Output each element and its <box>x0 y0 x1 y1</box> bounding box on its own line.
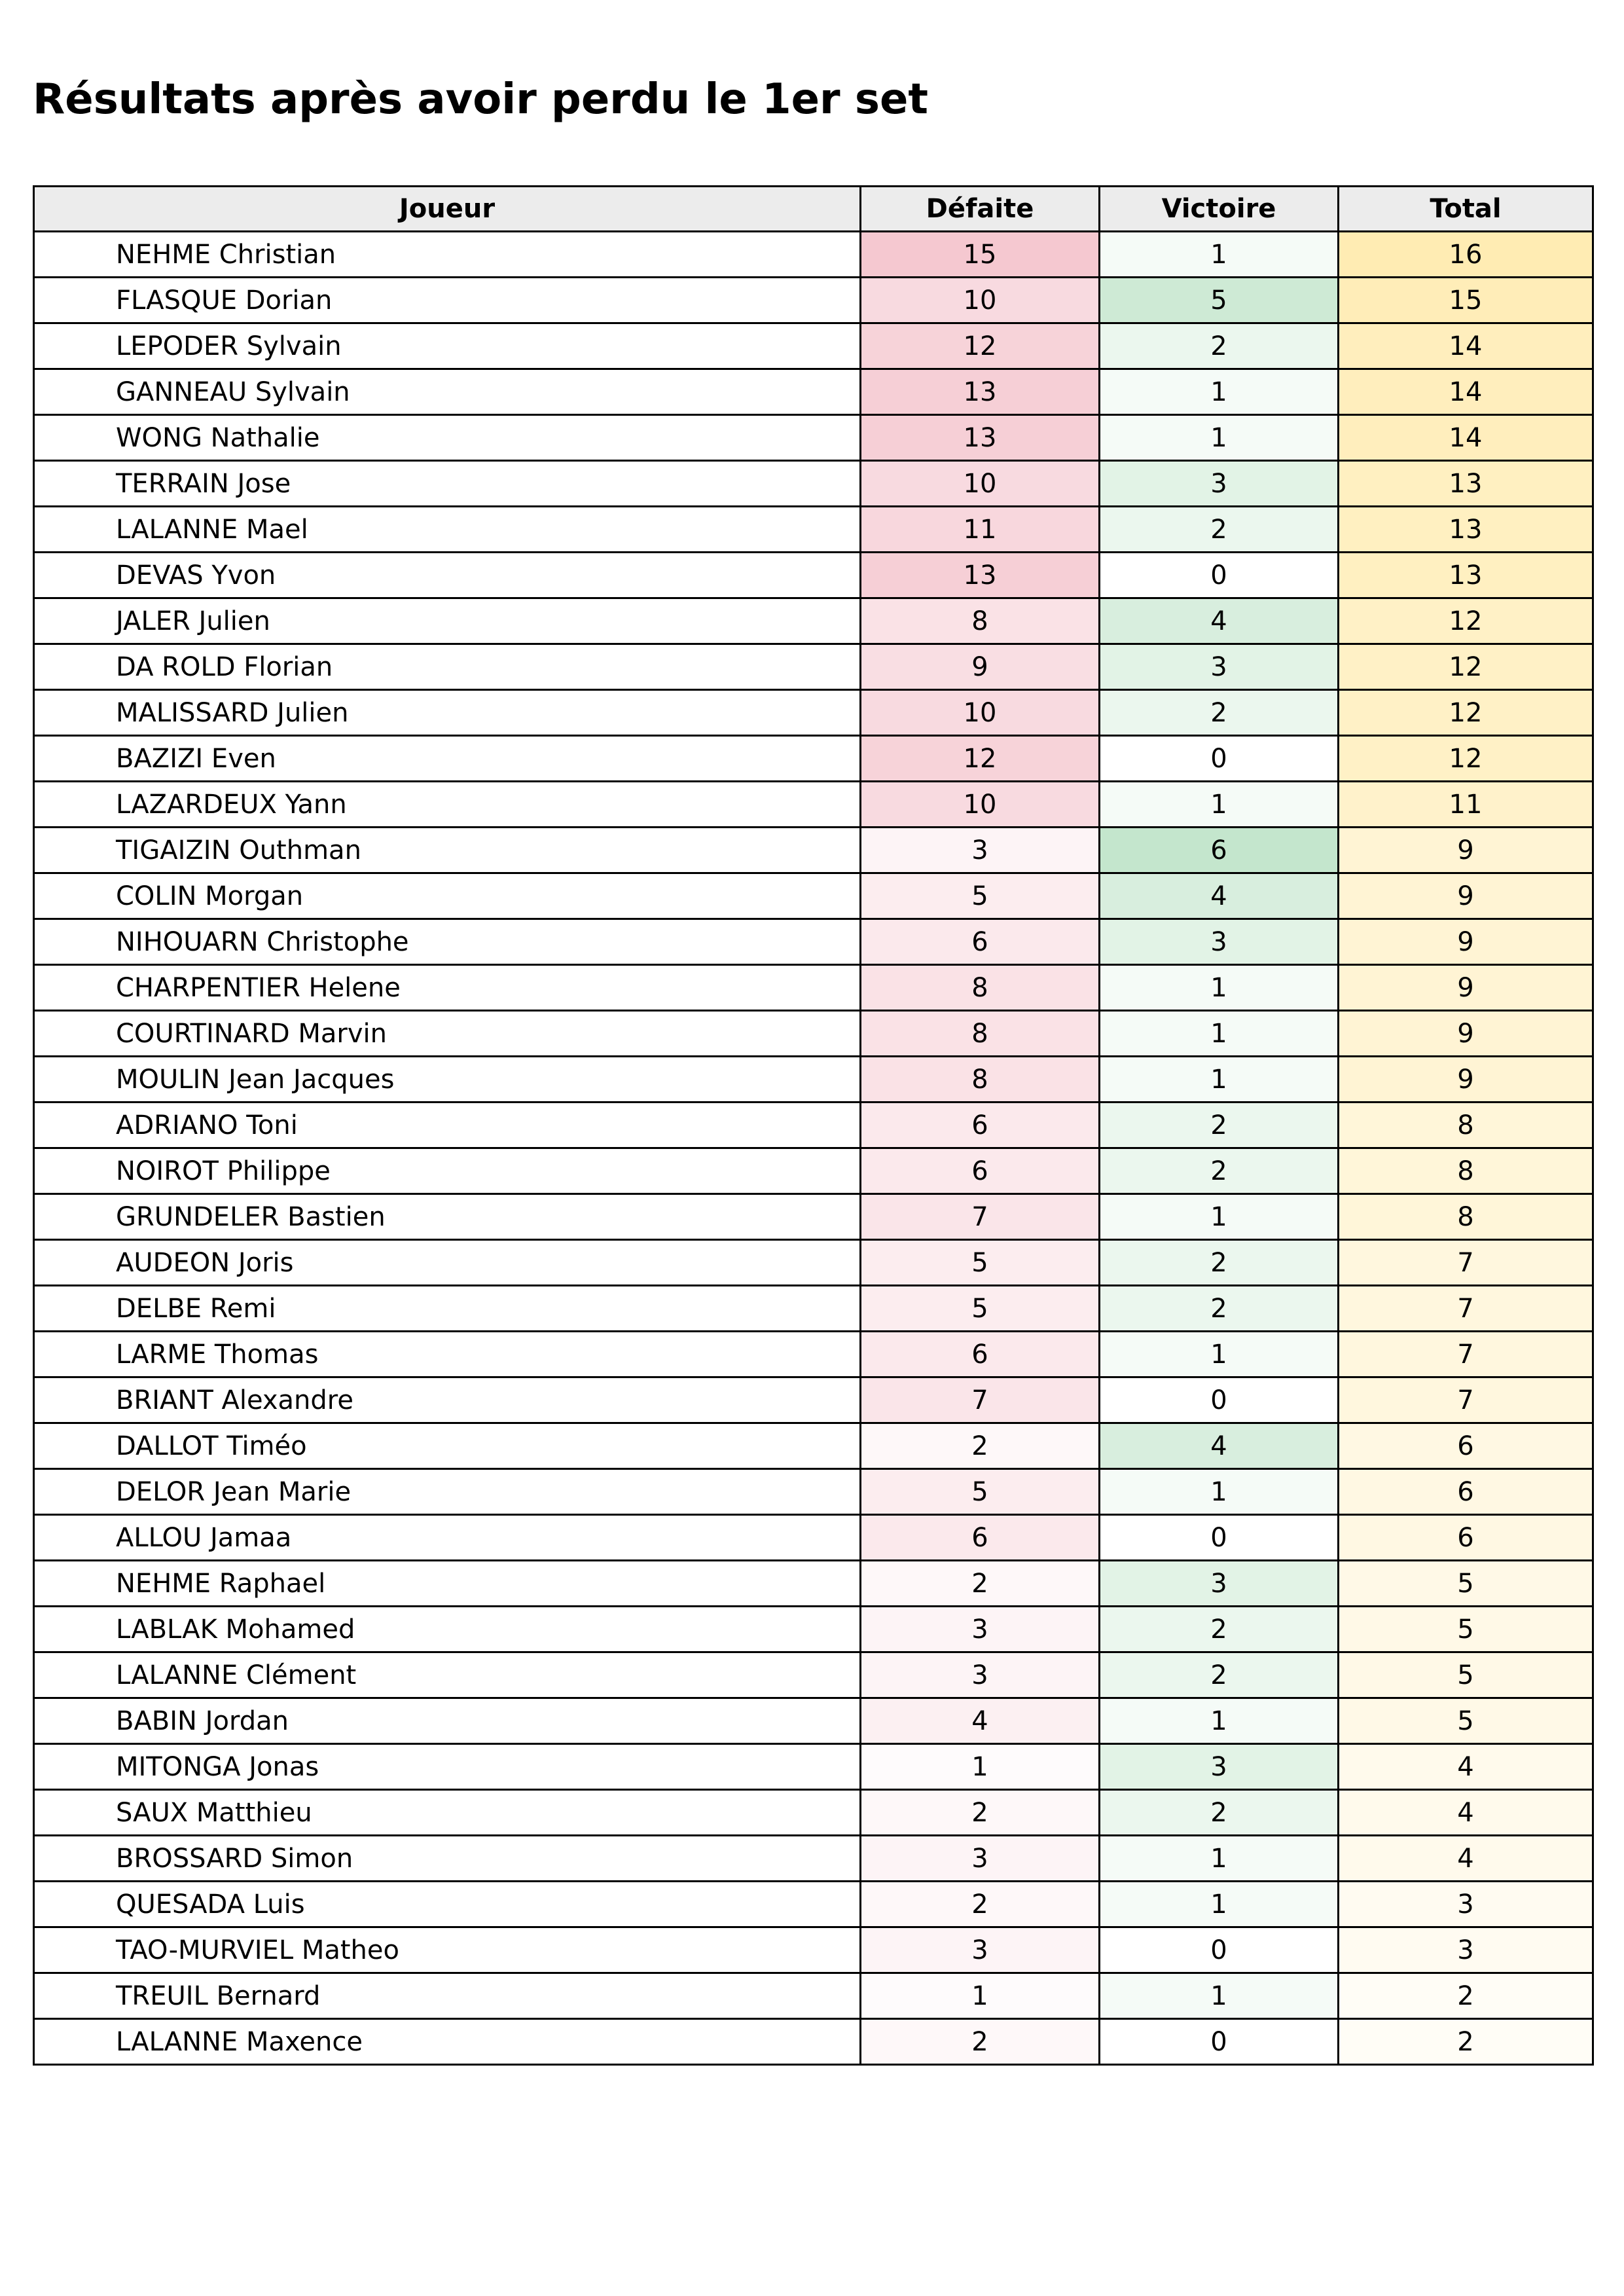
cell-player: QUESADA Luis <box>34 1882 861 1927</box>
table-row <box>34 369 1593 415</box>
cell-total: 9 <box>1339 828 1593 873</box>
cell-player: LAZARDEUX Yann <box>34 782 861 828</box>
table-row <box>34 919 1593 965</box>
table-row <box>34 415 1593 461</box>
cell-player: GRUNDELER Bastien <box>34 1194 861 1240</box>
cell-victory: 1 <box>1100 415 1339 461</box>
table-row <box>34 828 1593 873</box>
table-row <box>34 507 1593 553</box>
cell-victory: 0 <box>1100 553 1339 598</box>
table-row <box>34 1744 1593 1790</box>
cell-player: LABLAK Mohamed <box>34 1607 861 1652</box>
table-row <box>34 1148 1593 1194</box>
cell-player: LALANNE Clément <box>34 1652 861 1698</box>
cell-defeat: 6 <box>861 1102 1100 1148</box>
cell-player: MALISSARD Julien <box>34 690 861 736</box>
cell-victory: 0 <box>1100 736 1339 782</box>
cell-total: 11 <box>1339 782 1593 828</box>
cell-defeat: 8 <box>861 1057 1100 1102</box>
column-header-victory: Victoire <box>1100 187 1339 232</box>
cell-defeat: 5 <box>861 873 1100 919</box>
cell-victory: 4 <box>1100 598 1339 644</box>
cell-player: COLIN Morgan <box>34 873 861 919</box>
cell-total: 4 <box>1339 1744 1593 1790</box>
table-row <box>34 1698 1593 1744</box>
table-row <box>34 873 1593 919</box>
cell-player: JALER Julien <box>34 598 861 644</box>
table-row <box>34 1652 1593 1698</box>
cell-total: 12 <box>1339 644 1593 690</box>
cell-player: TAO-MURVIEL Matheo <box>34 1927 861 1973</box>
cell-defeat: 13 <box>861 369 1100 415</box>
cell-player: AUDEON Joris <box>34 1240 861 1286</box>
results-table <box>33 185 1594 2066</box>
cell-victory: 0 <box>1100 1515 1339 1561</box>
cell-victory: 3 <box>1100 1561 1339 1607</box>
cell-victory: 2 <box>1100 1240 1339 1286</box>
cell-total: 12 <box>1339 598 1593 644</box>
cell-defeat: 2 <box>861 2019 1100 2065</box>
cell-total: 12 <box>1339 690 1593 736</box>
cell-player: LALANNE Maxence <box>34 2019 861 2065</box>
cell-player: LEPODER Sylvain <box>34 323 861 369</box>
cell-total: 6 <box>1339 1423 1593 1469</box>
cell-player: TREUIL Bernard <box>34 1973 861 2019</box>
cell-player: MITONGA Jonas <box>34 1744 861 1790</box>
cell-victory: 2 <box>1100 1652 1339 1698</box>
cell-defeat: 6 <box>861 1332 1100 1377</box>
table-row <box>34 553 1593 598</box>
cell-victory: 2 <box>1100 1286 1339 1332</box>
cell-player: DELBE Remi <box>34 1286 861 1332</box>
cell-defeat: 7 <box>861 1194 1100 1240</box>
table-row <box>34 644 1593 690</box>
cell-victory: 1 <box>1100 1469 1339 1515</box>
table-row <box>34 1102 1593 1148</box>
cell-total: 14 <box>1339 369 1593 415</box>
cell-defeat: 5 <box>861 1286 1100 1332</box>
cell-defeat: 6 <box>861 1515 1100 1561</box>
cell-total: 7 <box>1339 1240 1593 1286</box>
cell-defeat: 10 <box>861 782 1100 828</box>
cell-player: NIHOUARN Christophe <box>34 919 861 965</box>
cell-defeat: 2 <box>861 1790 1100 1836</box>
cell-player: DALLOT Timéo <box>34 1423 861 1469</box>
cell-defeat: 12 <box>861 323 1100 369</box>
cell-defeat: 10 <box>861 461 1100 507</box>
cell-defeat: 13 <box>861 415 1100 461</box>
table-row <box>34 598 1593 644</box>
cell-total: 13 <box>1339 553 1593 598</box>
table-row <box>34 1423 1593 1469</box>
cell-total: 14 <box>1339 323 1593 369</box>
cell-total: 6 <box>1339 1515 1593 1561</box>
cell-total: 12 <box>1339 736 1593 782</box>
table-row <box>34 1973 1593 2019</box>
table-row <box>34 1469 1593 1515</box>
cell-player: NEHME Raphael <box>34 1561 861 1607</box>
cell-player: LALANNE Mael <box>34 507 861 553</box>
cell-victory: 3 <box>1100 461 1339 507</box>
cell-defeat: 1 <box>861 1744 1100 1790</box>
cell-defeat: 12 <box>861 736 1100 782</box>
cell-victory: 4 <box>1100 1423 1339 1469</box>
cell-defeat: 3 <box>861 828 1100 873</box>
cell-defeat: 15 <box>861 232 1100 278</box>
cell-player: NEHME Christian <box>34 232 861 278</box>
cell-victory: 1 <box>1100 782 1339 828</box>
table-row <box>34 690 1593 736</box>
cell-victory: 1 <box>1100 1882 1339 1927</box>
table-row <box>34 232 1593 278</box>
cell-defeat: 2 <box>861 1423 1100 1469</box>
cell-defeat: 5 <box>861 1240 1100 1286</box>
table-row <box>34 278 1593 323</box>
table-row <box>34 1515 1593 1561</box>
cell-defeat: 6 <box>861 1148 1100 1194</box>
cell-player: TERRAIN Jose <box>34 461 861 507</box>
cell-total: 2 <box>1339 2019 1593 2065</box>
table-row <box>34 1377 1593 1423</box>
cell-defeat: 3 <box>861 1652 1100 1698</box>
column-header-defeat: Défaite <box>861 187 1100 232</box>
cell-player: ALLOU Jamaa <box>34 1515 861 1561</box>
cell-player: BABIN Jordan <box>34 1698 861 1744</box>
table-row <box>34 965 1593 1011</box>
cell-total: 9 <box>1339 965 1593 1011</box>
cell-player: MOULIN Jean Jacques <box>34 1057 861 1102</box>
cell-player: FLASQUE Dorian <box>34 278 861 323</box>
table-row <box>34 1607 1593 1652</box>
cell-total: 14 <box>1339 415 1593 461</box>
cell-player: COURTINARD Marvin <box>34 1011 861 1057</box>
table-row <box>34 1240 1593 1286</box>
cell-victory: 2 <box>1100 690 1339 736</box>
cell-victory: 1 <box>1100 1332 1339 1377</box>
table-row <box>34 1882 1593 1927</box>
cell-defeat: 8 <box>861 965 1100 1011</box>
cell-defeat: 3 <box>861 1836 1100 1882</box>
cell-defeat: 8 <box>861 1011 1100 1057</box>
cell-victory: 2 <box>1100 1102 1339 1148</box>
cell-victory: 4 <box>1100 873 1339 919</box>
cell-defeat: 11 <box>861 507 1100 553</box>
cell-total: 8 <box>1339 1148 1593 1194</box>
cell-player: DELOR Jean Marie <box>34 1469 861 1515</box>
cell-victory: 2 <box>1100 1607 1339 1652</box>
cell-total: 13 <box>1339 507 1593 553</box>
column-header-total: Total <box>1339 187 1593 232</box>
cell-total: 9 <box>1339 919 1593 965</box>
cell-victory: 1 <box>1100 1194 1339 1240</box>
cell-defeat: 9 <box>861 644 1100 690</box>
cell-victory: 3 <box>1100 644 1339 690</box>
cell-total: 2 <box>1339 1973 1593 2019</box>
table-row <box>34 736 1593 782</box>
cell-defeat: 3 <box>861 1927 1100 1973</box>
header-row <box>34 187 1593 232</box>
cell-victory: 5 <box>1100 278 1339 323</box>
cell-total: 4 <box>1339 1836 1593 1882</box>
cell-player: TIGAIZIN Outhman <box>34 828 861 873</box>
cell-defeat: 1 <box>861 1973 1100 2019</box>
cell-victory: 1 <box>1100 232 1339 278</box>
cell-total: 3 <box>1339 1927 1593 1973</box>
cell-total: 5 <box>1339 1698 1593 1744</box>
cell-total: 7 <box>1339 1377 1593 1423</box>
column-header-player: Joueur <box>34 187 861 232</box>
cell-total: 9 <box>1339 873 1593 919</box>
cell-defeat: 8 <box>861 598 1100 644</box>
cell-victory: 0 <box>1100 2019 1339 2065</box>
cell-player: BROSSARD Simon <box>34 1836 861 1882</box>
cell-victory: 0 <box>1100 1377 1339 1423</box>
cell-player: NOIROT Philippe <box>34 1148 861 1194</box>
cell-victory: 1 <box>1100 1698 1339 1744</box>
cell-total: 8 <box>1339 1102 1593 1148</box>
cell-total: 13 <box>1339 461 1593 507</box>
cell-victory: 1 <box>1100 1973 1339 2019</box>
cell-defeat: 5 <box>861 1469 1100 1515</box>
cell-defeat: 6 <box>861 919 1100 965</box>
cell-victory: 3 <box>1100 919 1339 965</box>
cell-total: 5 <box>1339 1561 1593 1607</box>
cell-victory: 1 <box>1100 369 1339 415</box>
cell-player: BRIANT Alexandre <box>34 1377 861 1423</box>
table-header <box>34 187 1593 232</box>
table-row <box>34 1332 1593 1377</box>
cell-victory: 1 <box>1100 1011 1339 1057</box>
cell-total: 4 <box>1339 1790 1593 1836</box>
cell-defeat: 10 <box>861 690 1100 736</box>
cell-defeat: 13 <box>861 553 1100 598</box>
cell-player: GANNEAU Sylvain <box>34 369 861 415</box>
cell-player: ADRIANO Toni <box>34 1102 861 1148</box>
table-row <box>34 461 1593 507</box>
cell-victory: 2 <box>1100 1148 1339 1194</box>
table-row <box>34 2019 1593 2065</box>
cell-player: SAUX Matthieu <box>34 1790 861 1836</box>
cell-victory: 2 <box>1100 323 1339 369</box>
cell-total: 7 <box>1339 1286 1593 1332</box>
cell-victory: 3 <box>1100 1744 1339 1790</box>
table-row <box>34 323 1593 369</box>
table-row <box>34 782 1593 828</box>
cell-total: 5 <box>1339 1607 1593 1652</box>
cell-total: 7 <box>1339 1332 1593 1377</box>
cell-victory: 2 <box>1100 1790 1339 1836</box>
cell-defeat: 4 <box>861 1698 1100 1744</box>
cell-defeat: 10 <box>861 278 1100 323</box>
cell-defeat: 3 <box>861 1607 1100 1652</box>
cell-victory: 1 <box>1100 965 1339 1011</box>
cell-victory: 0 <box>1100 1927 1339 1973</box>
cell-player: WONG Nathalie <box>34 415 861 461</box>
table-row <box>34 1011 1593 1057</box>
cell-total: 9 <box>1339 1011 1593 1057</box>
cell-total: 3 <box>1339 1882 1593 1927</box>
table-row <box>34 1927 1593 1973</box>
cell-total: 5 <box>1339 1652 1593 1698</box>
cell-total: 6 <box>1339 1469 1593 1515</box>
cell-defeat: 2 <box>861 1561 1100 1607</box>
cell-player: CHARPENTIER Helene <box>34 965 861 1011</box>
table-row <box>34 1194 1593 1240</box>
cell-total: 16 <box>1339 232 1593 278</box>
cell-defeat: 2 <box>861 1882 1100 1927</box>
cell-player: DEVAS Yvon <box>34 553 861 598</box>
table-body <box>34 232 1593 2065</box>
table-row <box>34 1836 1593 1882</box>
table-row <box>34 1790 1593 1836</box>
cell-victory: 1 <box>1100 1836 1339 1882</box>
cell-victory: 1 <box>1100 1057 1339 1102</box>
cell-victory: 2 <box>1100 507 1339 553</box>
table-row <box>34 1561 1593 1607</box>
cell-player: BAZIZI Even <box>34 736 861 782</box>
table-row <box>34 1057 1593 1102</box>
cell-total: 9 <box>1339 1057 1593 1102</box>
cell-victory: 6 <box>1100 828 1339 873</box>
cell-player: DA ROLD Florian <box>34 644 861 690</box>
cell-player: LARME Thomas <box>34 1332 861 1377</box>
cell-total: 15 <box>1339 278 1593 323</box>
page-title: Résultats après avoir perdu le 1er set <box>33 75 928 124</box>
table-row <box>34 1286 1593 1332</box>
cell-total: 8 <box>1339 1194 1593 1240</box>
cell-defeat: 7 <box>861 1377 1100 1423</box>
